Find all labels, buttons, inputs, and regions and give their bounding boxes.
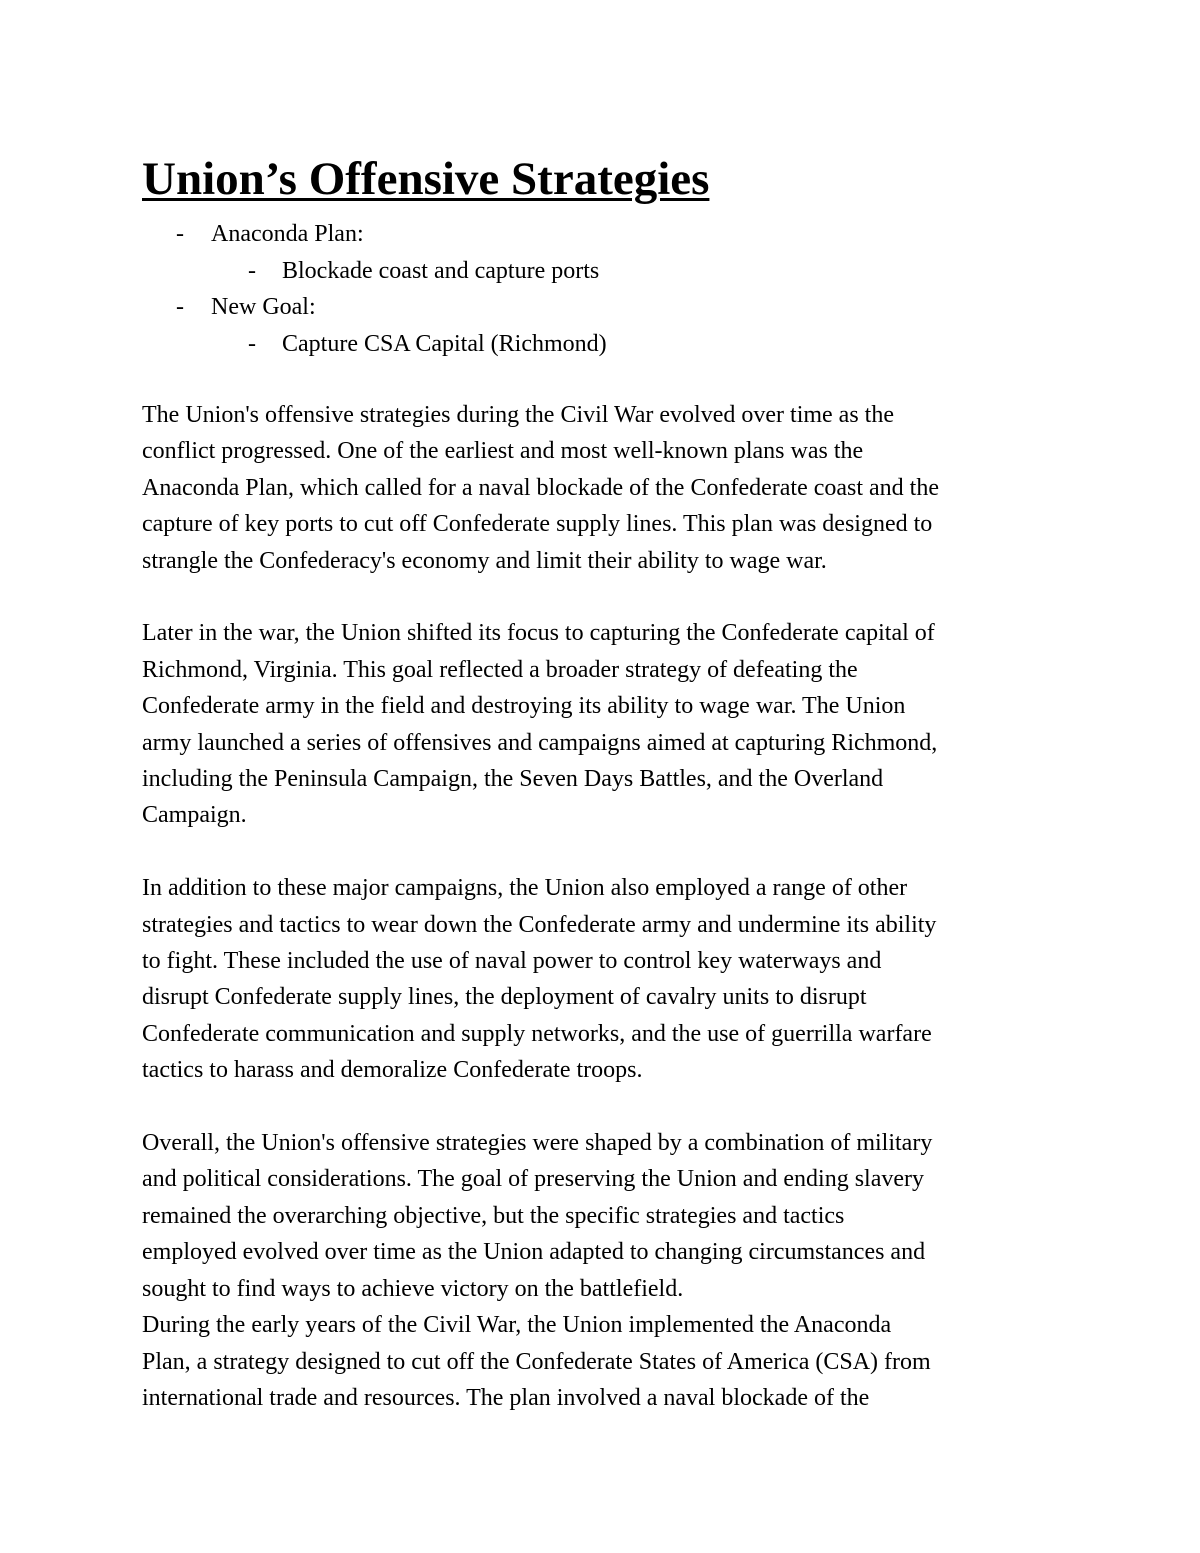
text-line: The Union's offensive strategies during the Civil War evolved over time as the	[142, 402, 894, 428]
outline-subitem-capture-capital	[142, 326, 1092, 363]
text-line: including the Peninsula Campaign, the Seven Days Battles, and the Overland	[142, 766, 884, 793]
paragraph-other-strategies	[142, 870, 1062, 1088]
outline-item-anaconda-plan	[142, 216, 1092, 253]
text-line: Campaign.	[142, 802, 247, 829]
text-line: Anaconda Plan, which called for a naval blockade of the Confederate coast and the	[142, 474, 940, 501]
outline-item-text: Capture CSA Capital (Richmond)	[282, 330, 607, 357]
text-line: capture of key ports to cut off Confederate supply lines. This plan was designed to	[142, 511, 933, 538]
outline-item-text: Anaconda Plan:	[211, 221, 364, 247]
text-line: army launched a series of offensives and campaigns aimed at capturing Richmond,	[142, 729, 938, 756]
paragraph-spacer	[142, 579, 1062, 615]
bullet-dash: -	[248, 330, 256, 357]
outline-item-text: New Goal:	[211, 294, 316, 320]
text-line: sought to find ways to achieve victory on the battlefield.	[142, 1275, 684, 1302]
text-line: During the early years of the Civil War, the Union implemented the Anaconda	[142, 1312, 892, 1339]
bullet-outline	[142, 216, 1092, 362]
text-line: Overall, the Union's offensive strategies were shaped by a combination of military	[142, 1130, 933, 1157]
text-line: international trade and resources. The plan involved a naval blockade of the	[142, 1384, 870, 1411]
paragraph-richmond	[142, 615, 1062, 833]
text-line: employed evolved over time as the Union adapted to changing circumstances and	[142, 1239, 926, 1266]
text-line: Plan, a strategy designed to cut off the Confederate States of America (CSA) from	[142, 1348, 931, 1375]
text-line: and political considerations. The goal of preserving the Union and ending slavery	[142, 1166, 925, 1193]
paragraph-spacer	[142, 834, 1062, 870]
bullet-dash: -	[176, 221, 184, 247]
text-line: conflict progressed. One of the earliest and most well-known plans was the	[142, 438, 864, 465]
text-line: tactics to harass and demoralize Confederate troops.	[142, 1057, 643, 1084]
paragraph-overall	[142, 1125, 1062, 1307]
outline-subitem-blockade	[142, 253, 1092, 290]
text-line: to fight. These included the use of naval power to control key waterways and	[142, 948, 882, 975]
paragraph-spacer	[142, 1089, 1062, 1125]
bullet-dash: -	[248, 257, 256, 284]
text-line: strangle the Confederacy's economy and limit their ability to wage war.	[142, 547, 827, 574]
paragraph-intro	[142, 397, 1062, 579]
outline-item-text: Blockade coast and capture ports	[282, 257, 600, 284]
text-line: In addition to these major campaigns, the Union also employed a range of other	[142, 875, 908, 902]
document-title: Union’s Offensive Strategies	[142, 153, 710, 205]
text-line: Richmond, Virginia. This goal reflected a broader strategy of defeating the	[142, 656, 858, 683]
outline-item-new-goal	[142, 289, 1092, 326]
text-line: Confederate army in the field and destroying its ability to wage war. The Union	[142, 693, 906, 720]
text-line: disrupt Confederate supply lines, the deployment of cavalry units to disrupt	[142, 984, 867, 1011]
bullet-dash: -	[176, 294, 184, 320]
text-line: Confederate communication and supply networks, and the use of guerrilla warfare	[142, 1020, 932, 1047]
text-line: strategies and tactics to wear down the Confederate army and undermine its ability	[142, 911, 937, 938]
text-line: Later in the war, the Union shifted its focus to capturing the Confederate capital of	[142, 620, 935, 647]
text-line: remained the overarching objective, but the specific strategies and tactics	[142, 1202, 845, 1229]
paragraph-early-years	[142, 1307, 1062, 1416]
document-body	[142, 397, 1062, 1416]
